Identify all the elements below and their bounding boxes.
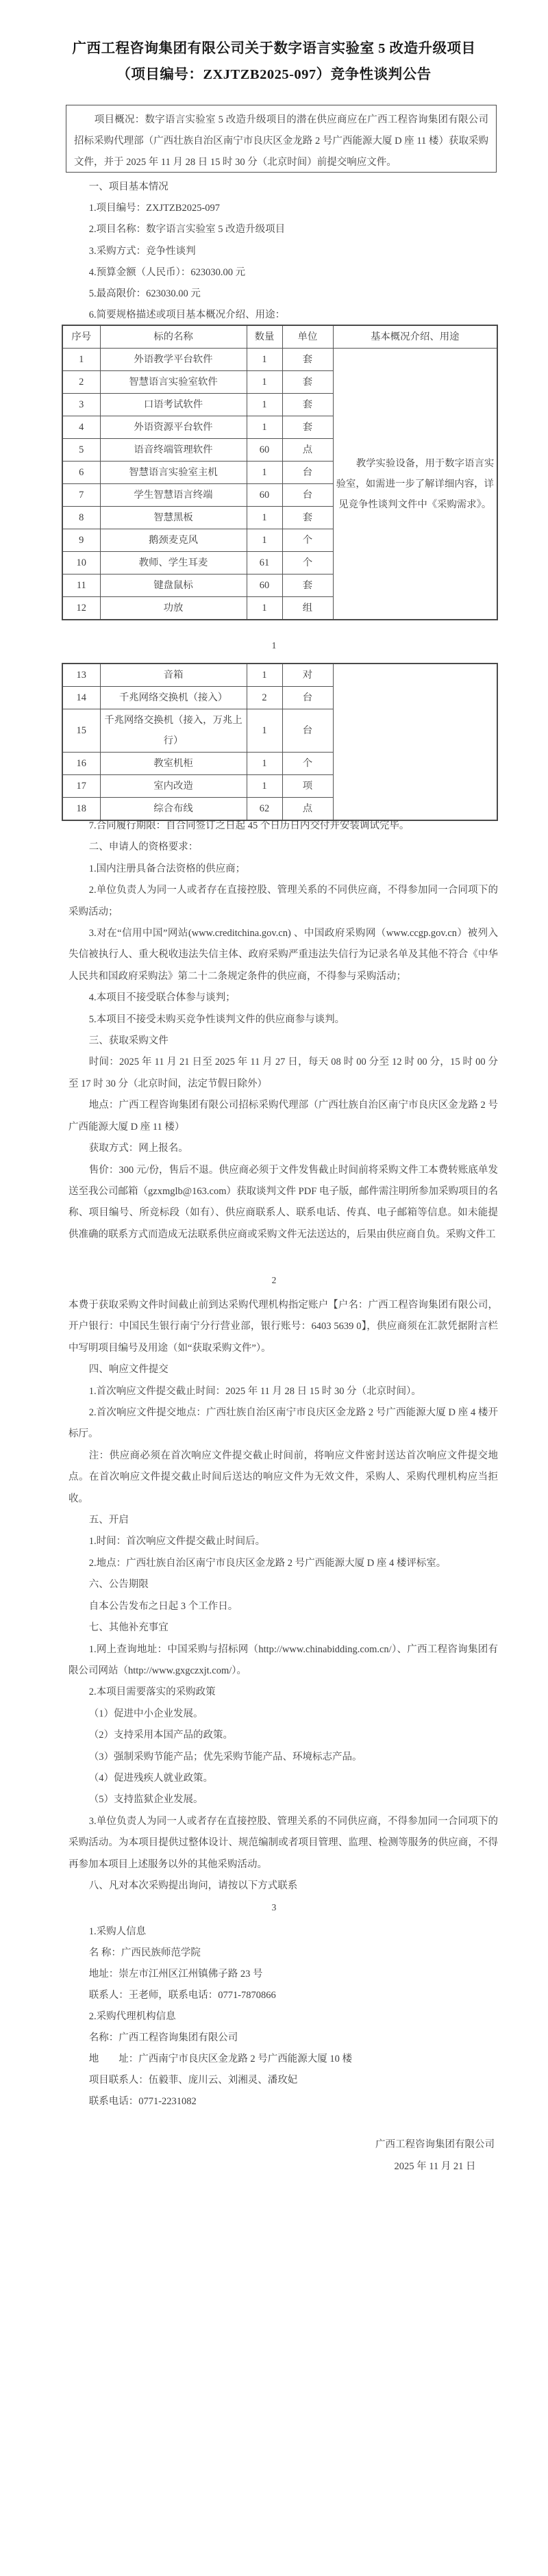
table-cell: 台 xyxy=(282,709,333,753)
table-row xyxy=(62,664,497,687)
paragraph: 1.首次响应文件提交截止时间：2025 年 11 月 28 日 15 时 30 分（北京时间）。 xyxy=(88,1385,421,1397)
paragraph: 2.本项目需要落实的采购政策 xyxy=(88,1687,216,1698)
paragraph: 注：供应商必须在首次响应文件提交截止时间前，将响应文件密封送达首次响应文件提交地点。在首次响应文件提交截止时间后送达的响应文件为无效文件，采购人、采购代理机构应当拒收。 xyxy=(68,1450,498,1504)
table-cell: 17 xyxy=(62,775,100,798)
paragraph: 1.时间：首次响应文件提交截止时间后。 xyxy=(88,1536,266,1548)
table-cell: 套 xyxy=(282,394,333,416)
items-table-header-row xyxy=(62,325,497,349)
table-cell: 千兆网络交换机（接入） xyxy=(100,687,247,709)
paragraph: 二、申请人的资格要求： xyxy=(88,842,199,853)
paragraph: 六、公告期限 xyxy=(88,1579,149,1591)
table-cell: 6 xyxy=(62,462,100,484)
paragraph: 3.单位负责人为同一人或者存在直接控股、管理关系的不同供应商，不得参加同一合同项下的采购活动。为本项目提供过整体设计、规范编制或者项目管理、监理、检测等服务的供应商，不得再参加本项目上述服务以外的其他采购活动。 xyxy=(68,1815,498,1870)
table-cell: 台 xyxy=(282,462,333,484)
table-cell: 60 xyxy=(247,574,282,597)
items-table-part1 xyxy=(62,325,498,620)
paragraph: 地址：崇左市江州区江州镇佛子路 23 号 xyxy=(88,1969,263,1980)
document-title-line1: 广西工程咨询集团有限公司关于数字语言实验室 5 改造升级项目 xyxy=(72,41,476,56)
table-cell: 13 xyxy=(62,664,100,687)
table-cell: 功放 xyxy=(100,597,247,620)
paragraph: （5）支持监狱企业发展。 xyxy=(88,1794,203,1806)
table-cell: 套 xyxy=(282,349,333,371)
project-overview-box xyxy=(66,105,497,173)
items-table-part2 xyxy=(62,663,498,821)
document-title-line2: （项目编号：ZXJTZB2025-097）竞争性谈判公告 xyxy=(116,67,432,82)
table-cell: 1 xyxy=(247,664,282,687)
col-header-description: 基本概况介绍、用途 xyxy=(333,325,497,349)
paragraph: （2）支持采用本国产品的政策。 xyxy=(88,1730,233,1741)
table-cell: 1 xyxy=(247,416,282,439)
table-cell: 学生智慧语言终端 xyxy=(100,484,247,507)
col-header-qty: 数量 xyxy=(247,325,282,349)
document-title xyxy=(0,36,548,88)
table-cell: 千兆网络交换机（接入，万兆上行） xyxy=(100,709,247,753)
table-cell: 16 xyxy=(62,753,100,775)
table-cell: 外语教学平台软件 xyxy=(100,349,247,371)
table-cell: 7 xyxy=(62,484,100,507)
table-cell: 12 xyxy=(62,597,100,620)
table-cell: 智慧黑板 xyxy=(100,507,247,529)
table-cell: 台 xyxy=(282,484,333,507)
paragraph: （3）强制采购节能产品；优先采购节能产品、环境标志产品。 xyxy=(88,1751,362,1763)
paragraph: 名称：广西工程咨询集团有限公司 xyxy=(88,2032,238,2043)
table-cell: 室内改造 xyxy=(100,775,247,798)
page-number-1: 1 xyxy=(271,640,277,651)
table-cell: 外语资源平台软件 xyxy=(100,416,247,439)
paragraph: 本费于获取采购文件时间截止前到达采购代理机构指定账户【户名：广西工程咨询集团有限公司，开户银行：中国民生银行南宁分行营业部，银行账号：6403 5639 0】，供应商须在汇款凭据附言栏中写明项目编号及用途（如“获取采购文件”）。 xyxy=(68,1300,498,1354)
table-cell: 61 xyxy=(247,552,282,574)
paragraph: 1.网上查询地址：中国采购与招标网（http://www.chinabidding.com.cn/）、广西工程咨询集团有限公司网站（http://www.gxgczxjt.com/）。 xyxy=(68,1643,498,1676)
paragraph: 售价：300 元/份，售后不退。供应商必须于文件发售截止时间前将采购文件工本费转账底单发送至我公司邮箱（gzxmglb@163.com）获取谈判文件 PDF 电子版，邮件需注明所参加采购项目的名称、项目编号、所竞标段（如有）、供应商联系人、联系电话、传真、电子邮箱等信息。如未能提供准确的联系方式而造成无法联系供应商或采购文件无法送达的，后果由供应商自负。采购文件工 xyxy=(68,1164,498,1240)
table-cell: 1 xyxy=(247,775,282,798)
table-row xyxy=(62,349,497,371)
paragraph: 4.预算金额（人民币）：623030.00 元 xyxy=(88,266,246,278)
table-cell: 5 xyxy=(62,439,100,462)
table-cell: 1 xyxy=(247,753,282,775)
table-cell: 60 xyxy=(247,484,282,507)
table-cell: 1 xyxy=(247,507,282,529)
paragraph: 联系电话：0771-2231082 xyxy=(88,2096,197,2107)
project-overview-text: 项目概况：数字语言实验室 5 改造升级项目的潜在供应商应在广西工程咨询集团有限公司招标采购代理部（广西壮族自治区南宁市良庆区金龙路 2 号广西能源大厦 D 座 11 楼）获取采购文件，并于 2025 年 11 月 28 日 15 时 30 分（北京时间）前提交响应文件。 xyxy=(74,114,488,168)
section-submission-and-notes xyxy=(68,1295,498,1897)
paragraph: 时间：2025 年 11 月 21 日至 2025 年 11 月 27 日，每天 08 时 00 分至 12 时 00 分，15 时 00 分至 17 时 30 分（北京时间，法定节假日除外） xyxy=(68,1057,498,1089)
table-cell: 1 xyxy=(247,709,282,753)
table-cell: 点 xyxy=(282,798,333,821)
paragraph: 2.采购代理机构信息 xyxy=(88,2011,176,2022)
paragraph: 5.最高限价：623030.00 元 xyxy=(88,288,201,300)
paragraph: 2.首次响应文件提交地点：广西壮族自治区南宁市良庆区金龙路 2 号广西能源大厦 D 座 4 楼开标厅。 xyxy=(68,1407,498,1440)
paragraph: （4）促进残疾人就业政策。 xyxy=(88,1772,213,1784)
paragraph: 地 址：广西南宁市良庆区金龙路 2 号广西能源大厦 10 楼 xyxy=(88,2054,352,2064)
paragraph: 八、凡对本次采购提出询问，请按以下方式联系 xyxy=(88,1880,298,1891)
table-cell: 对 xyxy=(282,664,333,687)
section-contact-info xyxy=(68,1921,498,2112)
table-cell: 综合布线 xyxy=(100,798,247,821)
paragraph: 2.项目名称：数字语言实验室 5 改造升级项目 xyxy=(88,224,286,236)
table-cell-description-merged xyxy=(333,349,497,620)
table-cell: 2 xyxy=(62,371,100,394)
table-cell: 1 xyxy=(247,462,282,484)
table-cell: 智慧语言实验室主机 xyxy=(100,462,247,484)
table-cell: 个 xyxy=(282,529,333,552)
paragraph: （1）促进中小企业发展。 xyxy=(88,1708,203,1719)
table-cell: 语音终端管理软件 xyxy=(100,439,247,462)
table-cell: 口语考试软件 xyxy=(100,394,247,416)
col-header-seq: 序号 xyxy=(62,325,100,349)
paragraph: 五、开启 xyxy=(88,1515,129,1526)
table-cell: 10 xyxy=(62,552,100,574)
paragraph: 7.合同履行期限：自合同签订之日起 45 个日历日内交付并安装调试完毕。 xyxy=(88,820,410,831)
paragraph: 地点：广西工程咨询集团有限公司招标采购代理部（广西壮族自治区南宁市良庆区金龙路 2 号广西能源大厦 D 座 11 楼） xyxy=(68,1100,498,1133)
signature-block xyxy=(372,2134,498,2177)
signature-org: 广西工程咨询集团有限公司 xyxy=(375,2139,495,2150)
merged-note-text: 教学实验设备，用于数字语言实验室，如需进一步了解详细内容，详见竞争性谈判文件中《采购需求》。 xyxy=(336,457,495,510)
table-cell: 1 xyxy=(247,597,282,620)
table-cell: 1 xyxy=(247,394,282,416)
paragraph: 七、其他补充事宜 xyxy=(88,1622,169,1634)
paragraph: 项目联系人：伍毅菲、庞川云、刘湘灵、潘玫妃 xyxy=(88,2075,298,2086)
page-number-2: 2 xyxy=(271,1275,277,1285)
table-cell: 8 xyxy=(62,507,100,529)
table-cell: 60 xyxy=(247,439,282,462)
section-basic-info xyxy=(68,177,498,326)
paragraph: 1.国内注册具备合法资格的供应商； xyxy=(88,863,246,874)
table-cell-description-merged xyxy=(333,664,497,820)
table-cell: 9 xyxy=(62,529,100,552)
paragraph: 获取方式：网上报名。 xyxy=(88,1143,188,1154)
paragraph: 名 称：广西民族师范学院 xyxy=(88,1947,201,1958)
paragraph: 3.对在“信用中国”网站(www.creditchina.gov.cn) 、中国政府采购网（www.ccgp.gov.cn）被列入失信被执行人、重大税收违法失信主体、政府采购严重违法失信行为记录名单及其他不符合《中华人民共和国政府采购法》第二十二条规定条件的供应商，不得参与采购活动； xyxy=(68,928,498,982)
table-cell: 套 xyxy=(282,371,333,394)
table-cell: 14 xyxy=(62,687,100,709)
col-header-item-name: 标的名称 xyxy=(100,325,247,349)
table-cell: 项 xyxy=(282,775,333,798)
table-cell: 3 xyxy=(62,394,100,416)
table-cell: 1 xyxy=(247,371,282,394)
section-qualification-and-documents xyxy=(68,816,498,1246)
table-cell: 2 xyxy=(247,687,282,709)
table-cell: 15 xyxy=(62,709,100,753)
table-cell: 11 xyxy=(62,574,100,597)
paragraph: 联系人：王老师，联系电话：0771-7870866 xyxy=(88,1990,276,2001)
paragraph: 5.本项目不接受未购买竞争性谈判文件的供应商参与谈判。 xyxy=(88,1013,345,1025)
table-cell: 1 xyxy=(247,349,282,371)
col-header-unit: 单位 xyxy=(282,325,333,349)
table-cell: 教室机柜 xyxy=(100,753,247,775)
paragraph: 6.简要规格描述或项目基本概况介绍、用途： xyxy=(88,310,286,321)
paragraph: 1.采购人信息 xyxy=(88,1926,147,1937)
paragraph: 2.地点：广西壮族自治区南宁市良庆区金龙路 2 号广西能源大厦 D 座 4 楼评标室。 xyxy=(88,1557,447,1569)
paragraph: 四、响应文件提交 xyxy=(88,1364,169,1376)
page-number-3: 3 xyxy=(271,1902,277,1912)
signature-date: 2025 年 11 月 21 日 xyxy=(394,2161,476,2172)
paragraph: 2.单位负责人为同一人或者存在直接控股、管理关系的不同供应商，不得参加同一合同项下的采购活动； xyxy=(68,885,498,918)
paragraph: 1.项目编号：ZXJTZB2025-097 xyxy=(88,203,221,214)
table-cell: 智慧语言实验室软件 xyxy=(100,371,247,394)
paragraph: 3.采购方式：竞争性谈判 xyxy=(88,245,196,257)
paragraph: 三、获取采购文件 xyxy=(88,1035,169,1047)
section-heading-basic-info: 一、项目基本情况 xyxy=(88,181,169,192)
table-cell: 4 xyxy=(62,416,100,439)
paragraph: 自本公告发布之日起 3 个工作日。 xyxy=(88,1600,238,1612)
table-cell: 点 xyxy=(282,439,333,462)
table-cell: 鹅颈麦克风 xyxy=(100,529,247,552)
table-cell: 套 xyxy=(282,574,333,597)
table-cell: 个 xyxy=(282,753,333,775)
table-cell: 个 xyxy=(282,552,333,574)
table-cell: 键盘鼠标 xyxy=(100,574,247,597)
table-cell: 教师、学生耳麦 xyxy=(100,552,247,574)
table-cell: 62 xyxy=(247,798,282,821)
table-cell: 台 xyxy=(282,687,333,709)
table-cell: 套 xyxy=(282,416,333,439)
table-cell: 1 xyxy=(62,349,100,371)
table-cell: 组 xyxy=(282,597,333,620)
table-cell: 1 xyxy=(247,529,282,552)
table-cell: 套 xyxy=(282,507,333,529)
table-cell: 音箱 xyxy=(100,664,247,687)
paragraph: 4.本项目不接受联合体参与谈判； xyxy=(88,992,236,1004)
table-cell: 18 xyxy=(62,798,100,821)
